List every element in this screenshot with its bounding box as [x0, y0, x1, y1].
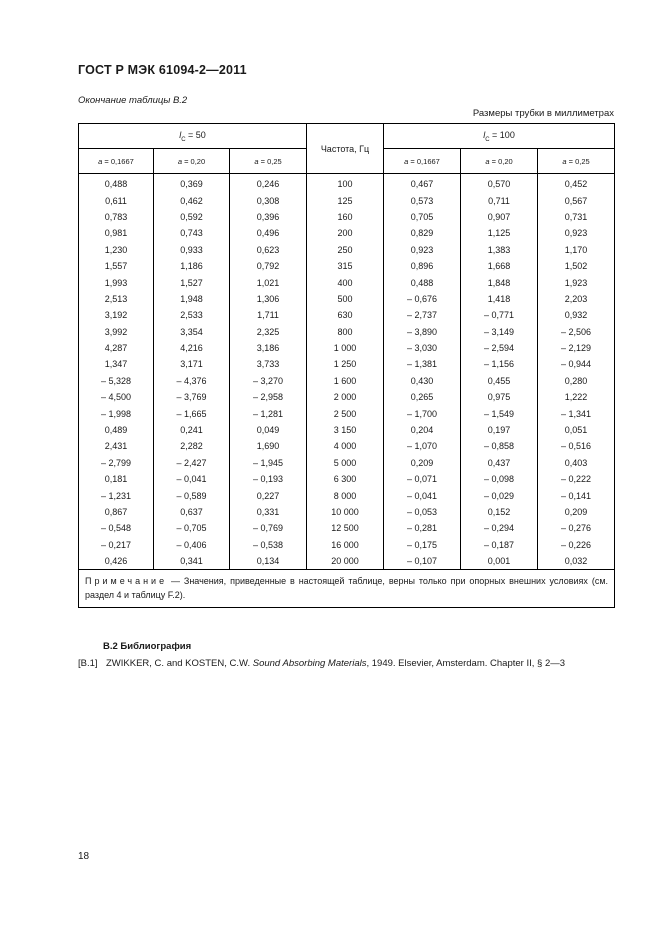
value-cell: 1,418	[461, 291, 538, 307]
value-cell: 0,623	[230, 242, 307, 258]
value-cell: – 1,231	[79, 487, 154, 503]
document-header: ГОСТ Р МЭК 61094-2—2011	[78, 63, 247, 77]
table-row	[79, 174, 615, 193]
value-cell: 2,513	[79, 291, 154, 307]
frequency-cell: 4 000	[307, 438, 384, 454]
value-cell: 3,354	[154, 324, 230, 340]
value-cell: 0,152	[461, 504, 538, 520]
value-cell: 0,396	[230, 209, 307, 225]
table-row	[79, 373, 615, 389]
table-row	[79, 356, 615, 372]
value-cell: 1,711	[230, 307, 307, 323]
value-cell: – 1,281	[230, 405, 307, 421]
value-cell: 0,932	[538, 307, 615, 323]
value-cell: – 0,141	[538, 487, 615, 503]
group-header-lc-50: $l_C = 50$	[79, 124, 307, 149]
value-cell: – 0,771	[461, 307, 538, 323]
value-cell: 0,867	[79, 504, 154, 520]
value-cell: 3,192	[79, 307, 154, 323]
frequency-cell: 8 000	[307, 487, 384, 503]
value-cell: – 0,944	[538, 356, 615, 372]
value-cell: – 0,187	[461, 537, 538, 553]
value-cell: – 0,071	[384, 471, 461, 487]
value-cell: 0,455	[461, 373, 538, 389]
value-cell: 1,170	[538, 242, 615, 258]
value-cell: – 0,538	[230, 537, 307, 553]
value-cell: 0,829	[384, 225, 461, 241]
frequency-cell: 100	[307, 174, 384, 193]
table-row	[79, 225, 615, 241]
frequency-cell: 160	[307, 209, 384, 225]
value-cell: – 0,193	[230, 471, 307, 487]
sub-header: a = 0,20	[154, 149, 230, 174]
value-cell: 0,731	[538, 209, 615, 225]
value-cell: 0,489	[79, 422, 154, 438]
value-cell: 0,488	[384, 274, 461, 290]
value-cell: 2,325	[230, 324, 307, 340]
value-cell: – 3,149	[461, 324, 538, 340]
value-cell: 0,496	[230, 225, 307, 241]
frequency-cell: 315	[307, 258, 384, 274]
value-cell: 1,383	[461, 242, 538, 258]
value-cell: – 0,041	[154, 471, 230, 487]
group-header-lc-100: $l_C = 100$	[384, 124, 615, 149]
table-row	[79, 537, 615, 553]
value-cell: 0,462	[154, 192, 230, 208]
value-cell: – 1,998	[79, 405, 154, 421]
frequency-cell: 3 150	[307, 422, 384, 438]
table-body	[79, 174, 615, 570]
table-row	[79, 422, 615, 438]
value-cell: – 1,341	[538, 405, 615, 421]
table-row	[79, 324, 615, 340]
frequency-cell: 2 000	[307, 389, 384, 405]
frequency-cell: 2 500	[307, 405, 384, 421]
value-cell: 0,197	[461, 422, 538, 438]
value-cell: – 1,700	[384, 405, 461, 421]
sub-header: a = 0,25	[230, 149, 307, 174]
value-cell: 0,792	[230, 258, 307, 274]
table-row	[79, 192, 615, 208]
value-cell: 0,567	[538, 192, 615, 208]
value-cell: 0,241	[154, 422, 230, 438]
value-cell: 0,134	[230, 553, 307, 570]
value-cell: 1,502	[538, 258, 615, 274]
table-row	[79, 520, 615, 536]
value-cell: 0,369	[154, 174, 230, 193]
value-cell: 0,573	[384, 192, 461, 208]
frequency-cell: 1 600	[307, 373, 384, 389]
frequency-cell: 12 500	[307, 520, 384, 536]
value-cell: – 1,945	[230, 455, 307, 471]
value-cell: 0,204	[384, 422, 461, 438]
sub-header: a = 0,20	[461, 149, 538, 174]
value-cell: – 0,769	[230, 520, 307, 536]
frequency-cell: 20 000	[307, 553, 384, 570]
value-cell: 1,848	[461, 274, 538, 290]
frequency-cell: 250	[307, 242, 384, 258]
value-cell: 0,051	[538, 422, 615, 438]
entry-rest: , 1949. Elsevier, Amsterdam. Chapter II, § 2—3	[366, 658, 566, 669]
table-row	[79, 455, 615, 471]
table-row	[79, 242, 615, 258]
value-cell: – 0,406	[154, 537, 230, 553]
value-cell: 0,981	[79, 225, 154, 241]
value-cell: – 0,222	[538, 471, 615, 487]
value-cell: 0,308	[230, 192, 307, 208]
value-cell: – 2,427	[154, 455, 230, 471]
value-cell: 2,431	[79, 438, 154, 454]
table-row	[79, 389, 615, 405]
value-cell: – 0,107	[384, 553, 461, 570]
value-cell: – 1,156	[461, 356, 538, 372]
value-cell: 0,933	[154, 242, 230, 258]
value-cell: 1,690	[230, 438, 307, 454]
table-row	[79, 504, 615, 520]
frequency-cell: 16 000	[307, 537, 384, 553]
value-cell: 0,923	[384, 242, 461, 258]
value-cell: – 3,890	[384, 324, 461, 340]
value-cell: – 0,276	[538, 520, 615, 536]
value-cell: 0,711	[461, 192, 538, 208]
value-cell: 0,049	[230, 422, 307, 438]
value-cell: 1,668	[461, 258, 538, 274]
table-row	[79, 405, 615, 421]
value-cell: 0,975	[461, 389, 538, 405]
value-cell: 3,171	[154, 356, 230, 372]
frequency-cell: 400	[307, 274, 384, 290]
value-cell: 3,186	[230, 340, 307, 356]
value-cell: 1,347	[79, 356, 154, 372]
entry-authors: ZWIKKER, C. and KOSTEN, C.W.	[106, 658, 253, 669]
value-cell: 1,186	[154, 258, 230, 274]
value-cell: – 0,858	[461, 438, 538, 454]
table-row	[79, 258, 615, 274]
value-cell: – 0,281	[384, 520, 461, 536]
sub-header: a = 0,1667	[79, 149, 154, 174]
value-cell: – 0,705	[154, 520, 230, 536]
value-cell: 2,533	[154, 307, 230, 323]
value-cell: – 0,516	[538, 438, 615, 454]
value-cell: 1,993	[79, 274, 154, 290]
table-row	[79, 471, 615, 487]
table-row	[79, 438, 615, 454]
value-cell: – 3,030	[384, 340, 461, 356]
frequency-cell: 1 250	[307, 356, 384, 372]
value-cell: – 0,053	[384, 504, 461, 520]
sub-header: a = 0,1667	[384, 149, 461, 174]
table-row	[79, 487, 615, 503]
value-cell: 0,783	[79, 209, 154, 225]
value-cell: – 2,737	[384, 307, 461, 323]
value-cell: 0,488	[79, 174, 154, 193]
frequency-cell: 6 300	[307, 471, 384, 487]
value-cell: 0,246	[230, 174, 307, 193]
value-cell: 0,592	[154, 209, 230, 225]
value-cell: – 0,175	[384, 537, 461, 553]
frequency-cell: 630	[307, 307, 384, 323]
value-cell: 0,907	[461, 209, 538, 225]
frequency-cell: 5 000	[307, 455, 384, 471]
value-cell: 1,923	[538, 274, 615, 290]
value-cell: 0,611	[79, 192, 154, 208]
value-cell: 0,341	[154, 553, 230, 570]
entry-number: [В.1]	[78, 658, 98, 669]
value-cell: – 0,589	[154, 487, 230, 503]
table-row	[79, 553, 615, 570]
value-cell: 1,527	[154, 274, 230, 290]
value-cell: – 4,376	[154, 373, 230, 389]
value-cell: 1,222	[538, 389, 615, 405]
value-cell: 1,230	[79, 242, 154, 258]
value-cell: 2,203	[538, 291, 615, 307]
sub-header: a = 0,25	[538, 149, 615, 174]
value-cell: 0,452	[538, 174, 615, 193]
value-cell: 0,570	[461, 174, 538, 193]
note-text: — Значения, приведенные в настоящей таблице, верны только при опорных внешних условиях (см. раздел 4 и таблицу F.2).	[85, 576, 609, 601]
value-cell: – 1,665	[154, 405, 230, 421]
value-cell: – 4,500	[79, 389, 154, 405]
value-cell: – 0,294	[461, 520, 538, 536]
value-cell: 0,403	[538, 455, 615, 471]
value-cell: 1,021	[230, 274, 307, 290]
page-number: 18	[78, 851, 90, 862]
table-note	[79, 570, 615, 608]
value-cell: 0,227	[230, 487, 307, 503]
value-cell: 0,032	[538, 553, 615, 570]
value-cell: – 3,270	[230, 373, 307, 389]
value-cell: – 2,129	[538, 340, 615, 356]
value-cell: 0,265	[384, 389, 461, 405]
frequency-cell: 200	[307, 225, 384, 241]
value-cell: 3,733	[230, 356, 307, 372]
value-cell: – 2,799	[79, 455, 154, 471]
value-cell: 1,557	[79, 258, 154, 274]
table-row	[79, 291, 615, 307]
value-cell: 4,216	[154, 340, 230, 356]
units-note: Размеры трубки в миллиметрах	[472, 108, 614, 119]
value-cell: 1,125	[461, 225, 538, 241]
bibliography-title: В.2 Библиография	[103, 641, 192, 652]
value-cell: 4,287	[79, 340, 154, 356]
frequency-cell: 500	[307, 291, 384, 307]
frequency-cell: 800	[307, 324, 384, 340]
value-cell: 0,280	[538, 373, 615, 389]
value-cell: 2,282	[154, 438, 230, 454]
value-cell: – 0,217	[79, 537, 154, 553]
value-cell: 0,209	[538, 504, 615, 520]
value-cell: 0,001	[461, 553, 538, 570]
frequency-cell: 125	[307, 192, 384, 208]
value-cell: – 0,548	[79, 520, 154, 536]
value-cell: – 1,549	[461, 405, 538, 421]
frequency-header: Частота, Гц	[307, 124, 384, 174]
value-cell: – 2,506	[538, 324, 615, 340]
frequency-cell: 1 000	[307, 340, 384, 356]
value-cell: – 1,070	[384, 438, 461, 454]
entry-title: Sound Absorbing Materials	[252, 658, 367, 669]
value-cell: 0,705	[384, 209, 461, 225]
value-cell: – 0,029	[461, 487, 538, 503]
table-row	[79, 274, 615, 290]
value-cell: 0,743	[154, 225, 230, 241]
table-caption: Окончание таблицы В.2	[78, 95, 188, 106]
value-cell: 0,181	[79, 471, 154, 487]
value-cell: 0,331	[230, 504, 307, 520]
value-cell: – 0,226	[538, 537, 615, 553]
data-table	[78, 123, 615, 608]
value-cell: – 5,328	[79, 373, 154, 389]
value-cell: – 3,769	[154, 389, 230, 405]
value-cell: 0,467	[384, 174, 461, 193]
table-row	[79, 340, 615, 356]
value-cell: – 2,594	[461, 340, 538, 356]
value-cell: 1,948	[154, 291, 230, 307]
value-cell: 0,923	[538, 225, 615, 241]
value-cell: – 0,098	[461, 471, 538, 487]
value-cell: 1,306	[230, 291, 307, 307]
value-cell: – 0,676	[384, 291, 461, 307]
value-cell: 0,426	[79, 553, 154, 570]
value-cell: 0,637	[154, 504, 230, 520]
table-row	[79, 307, 615, 323]
table-row	[79, 209, 615, 225]
value-cell: – 1,381	[384, 356, 461, 372]
value-cell: 0,209	[384, 455, 461, 471]
frequency-cell: 10 000	[307, 504, 384, 520]
value-cell: – 2,958	[230, 389, 307, 405]
value-cell: 0,896	[384, 258, 461, 274]
bibliography-entry	[78, 658, 565, 669]
note-label: Примечание	[85, 576, 168, 587]
value-cell: 0,430	[384, 373, 461, 389]
value-cell: 0,437	[461, 455, 538, 471]
value-cell: 3,992	[79, 324, 154, 340]
value-cell: – 0,041	[384, 487, 461, 503]
